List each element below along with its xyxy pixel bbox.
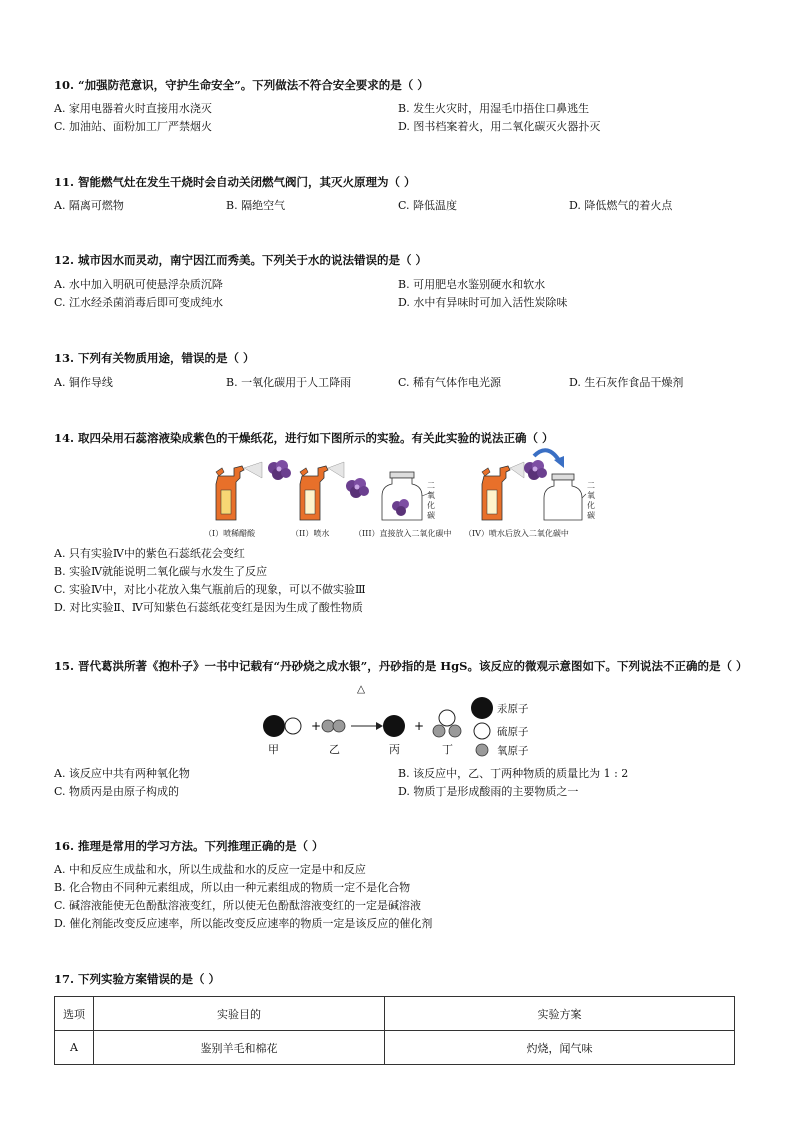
experiment-table xyxy=(54,996,735,1065)
species-label: 丙 xyxy=(389,743,400,756)
option-c: C. 碱溶液能使无色酚酞溶液变红，所以使无色酚酞溶液变红的一定是碱溶液 xyxy=(54,899,422,912)
sprayer-icon xyxy=(300,462,344,520)
sulfur-atom xyxy=(439,710,455,726)
question-13 xyxy=(54,349,744,367)
option-a: A. 该反应中共有两种氧化物 xyxy=(54,767,190,780)
question-stem: 17. 下列实验方案错误的是（ ） xyxy=(54,972,221,986)
option-d: D. 水中有异味时可加入活性炭除味 xyxy=(398,296,568,309)
question-16 xyxy=(54,837,744,855)
table-cell: A xyxy=(55,1031,94,1065)
caption-ii: （II）喷水 xyxy=(291,529,330,538)
option-c: C. 稀有气体作电光源 xyxy=(398,376,502,389)
legend-mercury-icon xyxy=(471,697,493,719)
option-d: D. 图书档案着火，用二氧化碳灭火器扑灭 xyxy=(398,120,601,133)
header-cell: 实验目的 xyxy=(94,997,385,1031)
oxygen-atom xyxy=(433,725,445,737)
question-10 xyxy=(54,76,744,94)
option-a: A. 家用电器着火时直接用水浇灭 xyxy=(54,102,212,115)
option-d: D. 对比实验Ⅱ、Ⅳ可知紫色石蕊纸花变红是因为生成了酸性物质 xyxy=(54,601,363,614)
option-d: D. 降低燃气的着火点 xyxy=(569,199,673,212)
oxygen-atom xyxy=(322,720,334,732)
option-b: B. 该反应中，乙、丁两种物质的质量比为 1 : 2 xyxy=(398,767,629,780)
table-cell: 鉴别羊毛和棉花 xyxy=(94,1031,385,1065)
species-label: 甲 xyxy=(268,743,279,756)
flower-icon xyxy=(268,460,291,480)
option-a: A. 铜作导线 xyxy=(54,376,113,389)
option-b: B. 可用肥皂水鉴别硬水和软水 xyxy=(398,278,546,291)
question-11 xyxy=(54,173,744,191)
question-14 xyxy=(54,429,744,447)
bottle-label: 二 氧 化 碳 xyxy=(587,481,595,520)
caption-i: （I）喷稀醋酸 xyxy=(204,529,256,538)
question-15 xyxy=(54,655,748,677)
mercury-atom xyxy=(383,715,405,737)
oxygen-atom xyxy=(449,725,461,737)
table-header-row xyxy=(55,997,735,1031)
plus-sign: + xyxy=(414,719,425,733)
legend-mercury: 汞原子 xyxy=(497,703,529,715)
legend-oxygen: 氧原子 xyxy=(497,745,529,757)
flower-icon xyxy=(524,460,547,480)
question-stem: 12. 城市因水而灵动，南宁因江而秀美。下列关于水的说法错误的是（ ） xyxy=(54,253,428,267)
legend-sulfur-icon xyxy=(474,723,490,739)
option-c: C. 降低温度 xyxy=(398,199,458,212)
option-d: D. 催化剂能改变反应速率，所以能改变反应速率的物质一定是该反应的催化剂 xyxy=(54,917,433,930)
question-stem: 14. 取四朵用石蕊溶液染成紫色的干燥纸花，进行如下图所示的实验。有关此实验的说法正确（ ） xyxy=(54,431,554,445)
option-a: A. 只有实验Ⅳ中的紫色石蕊纸花会变红 xyxy=(54,547,245,560)
option-a: A. 中和反应生成盐和水，所以生成盐和水的反应一定是中和反应 xyxy=(54,863,366,876)
question-12 xyxy=(54,251,744,269)
table-cell: 灼烧，闻气味 xyxy=(385,1031,735,1065)
mercury-atom xyxy=(263,715,285,737)
option-b: B. 化合物由不同种元素组成，所以由一种元素组成的物质一定不是化合物 xyxy=(54,881,411,894)
oxygen-atom xyxy=(333,720,345,732)
species-label: 乙 xyxy=(329,743,340,756)
caption-iii: （III）直接放入二氧化碳中 xyxy=(354,529,452,538)
option-c: C. 物质丙是由原子构成的 xyxy=(54,785,180,798)
arrow-head xyxy=(376,722,383,730)
option-b: B. 实验Ⅳ就能说明二氧化碳与水发生了反应 xyxy=(54,565,268,578)
table-row xyxy=(55,1031,735,1065)
bottle-label: 二 氧 化 碳 xyxy=(427,481,435,520)
question-stem: 15. 晋代葛洪所著《抱朴子》一书中记载有“丹砂烧之成水银”，丹砂指的是 HgS。该反应的微观示意图如下。下列说法不正确的是（ ） xyxy=(54,659,748,673)
option-b: B. 隔绝空气 xyxy=(226,199,286,212)
gas-bottle-icon xyxy=(382,472,432,520)
question-stem: 10. “加强防范意识，守护生命安全”。下列做法不符合安全要求的是（ ） xyxy=(54,78,429,92)
flower-icon xyxy=(346,478,369,498)
option-a: A. 水中加入明矾可使悬浮杂质沉降 xyxy=(54,278,223,291)
reaction-condition: △ xyxy=(357,683,366,695)
legend-sulfur: 硫原子 xyxy=(497,726,529,738)
option-b: B. 发生火灾时，用湿毛巾捂住口鼻逃生 xyxy=(398,102,590,115)
option-c: C. 加油站、面粉加工厂严禁烟火 xyxy=(54,120,213,133)
question-17 xyxy=(54,970,744,988)
option-d: D. 生石灰作食品干燥剂 xyxy=(569,376,684,389)
option-c: C. 实验Ⅳ中，对比小花放入集气瓶前后的现象，可以不做实验Ⅲ xyxy=(54,583,366,596)
species-label: 丁 xyxy=(442,743,453,756)
option-d: D. 物质丁是形成酸雨的主要物质之一 xyxy=(398,785,579,798)
question-stem: 13. 下列有关物质用途，错误的是（ ） xyxy=(54,351,255,365)
sprayer-icon xyxy=(482,462,524,520)
option-c: C. 江水经杀菌消毒后即可变成纯水 xyxy=(54,296,224,309)
caption-iv: （IV）喷水后放入二氧化碳中 xyxy=(464,529,569,538)
plus-sign: + xyxy=(311,719,322,733)
header-cell: 选项 xyxy=(55,997,94,1031)
question-stem: 16. 推理是常用的学习方法。下列推理正确的是（ ） xyxy=(54,839,324,853)
question-stem: 11. 智能燃气灶在发生干烧时会自动关闭燃气阀门，其灭火原理为（ ） xyxy=(54,175,416,189)
sulfur-atom xyxy=(285,718,301,734)
sprayer-icon xyxy=(216,462,262,520)
gas-bottle-icon xyxy=(544,474,586,520)
header-cell: 实验方案 xyxy=(385,997,735,1031)
legend-oxygen-icon xyxy=(476,744,488,756)
option-a: A. 隔离可燃物 xyxy=(54,199,124,212)
option-b: B. 一氧化碳用于人工降雨 xyxy=(226,376,352,389)
